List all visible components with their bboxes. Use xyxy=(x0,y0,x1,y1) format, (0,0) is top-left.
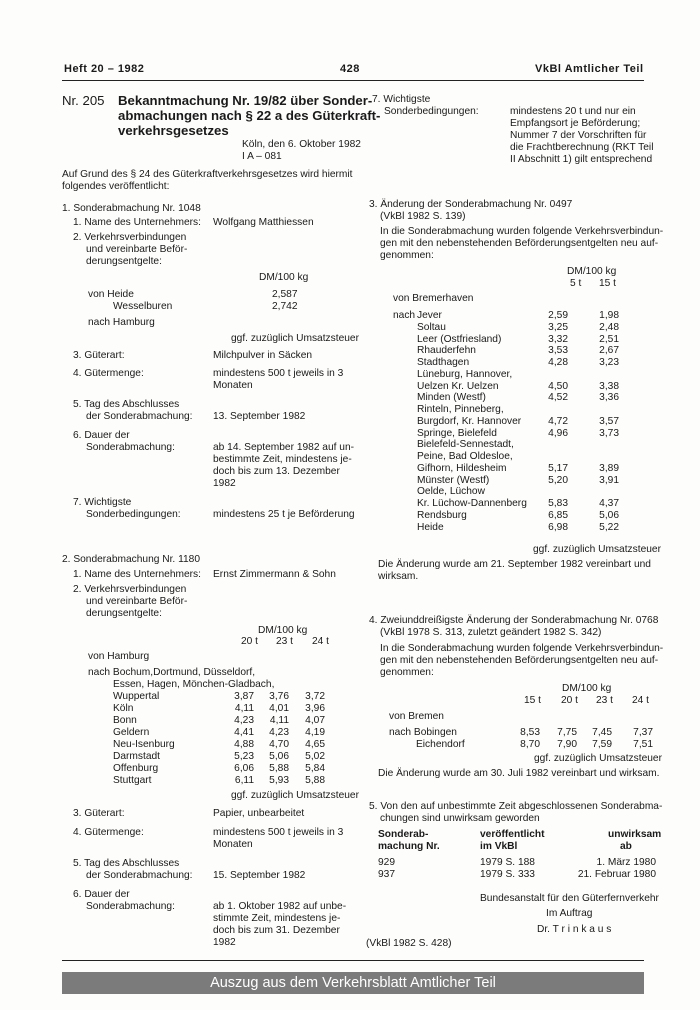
s3-city: Oelde, Lüchow xyxy=(417,486,485,498)
sa2-rate-value: 3,72 xyxy=(305,691,325,702)
sa2-v6b: stimmte Zeit, mindestens je- xyxy=(213,913,341,924)
sa2-rate-value: 3,76 xyxy=(269,691,289,702)
sa2-rate-value: 5,06 xyxy=(269,751,289,762)
sa1-v6b: bestimmte Zeit, mindestens je- xyxy=(213,454,352,465)
r7-v5: II Abschnitt 1) gilt entsprechend xyxy=(510,154,653,165)
s3-city: Jever xyxy=(417,310,442,321)
s3-note-2: wirksam. xyxy=(378,571,419,582)
s5-r2-ab: 21. Februar 1980 xyxy=(577,869,656,880)
sa1-v1: Wolfgang Matthiessen xyxy=(213,217,314,228)
sa2-rate-value: 4,23 xyxy=(269,727,289,738)
s3-city: Burgdorf, Kr. Hannover xyxy=(417,415,522,427)
sa1-nach: nach Hamburg xyxy=(88,317,155,328)
s3-rate-value: 3,32 xyxy=(548,333,568,345)
s3-rate-value: 2,51 xyxy=(599,333,619,345)
sa2-v6a: ab 1. Oktober 1982 auf unbe- xyxy=(213,901,347,912)
s4-col-1: 15 t xyxy=(524,695,541,706)
sa2-v6c: doch bis zum 31. Dezember xyxy=(213,925,340,936)
sa2-von: von Hamburg xyxy=(88,651,150,662)
s4-rate-value: 7,37 xyxy=(633,727,653,738)
sa2-col-1: 20 t xyxy=(241,636,258,647)
s3-intro-1: In die Sonderabmachung wurden folgende Verkehrsverbindun- xyxy=(380,226,664,237)
s3-rate-value: 3,25 xyxy=(548,321,568,333)
sa2-l2a: 2. Verkehrsverbindungen xyxy=(73,584,187,595)
s3-city: Rhauderfehn xyxy=(417,345,476,357)
sa1-v6d: 1982 xyxy=(213,478,236,489)
sa2-rate-value: 6,06 xyxy=(234,763,254,774)
s3-col-1: 5 t xyxy=(570,278,582,289)
sa2-v3: Papier, unbearbeitet xyxy=(213,808,305,819)
s4-unit: DM/100 kg xyxy=(562,683,612,694)
sa2-nach-2: Essen, Hagen, Mönchen-Gladbach, xyxy=(113,679,275,690)
s4-rate-value: 8,53 xyxy=(520,727,540,738)
sa1-v4b: Monaten xyxy=(213,380,253,391)
s4-intro-3: genommen: xyxy=(380,667,434,678)
s4-col-2: 20 t xyxy=(561,695,578,706)
sa1-heide-val: 2,587 xyxy=(272,289,298,300)
sa2-l1: 1. Name des Unternehmers: xyxy=(73,569,201,580)
s3-city: Rinteln, Pinneberg, xyxy=(417,404,504,415)
sa1-v7: mindestens 25 t je Beförderung xyxy=(213,509,355,520)
s4-title: 4. Zweiunddreißigste Änderung der Sonderabmachung Nr. 0768 xyxy=(369,615,659,626)
header-rule xyxy=(62,80,644,81)
s5-r1-pub: 1979 S. 188 xyxy=(480,857,535,868)
journal-label: VkBl Amtlicher Teil xyxy=(535,63,644,75)
sa2-rate-value: 4,70 xyxy=(269,739,289,750)
footer-rule xyxy=(62,960,644,961)
sa2-city: Offenburg xyxy=(113,763,159,774)
sa2-city: Wuppertal xyxy=(113,691,160,702)
s3-city: Kr. Lüchow-Dannenberg xyxy=(417,498,527,509)
sa1-l2a: 2. Verkehrsverbindungen xyxy=(73,232,187,243)
sa2-rate-value: 4,41 xyxy=(234,727,254,738)
s4-tax: ggf. zuzüglich Umsatzsteuer xyxy=(534,753,662,764)
sa2-city: Bonn xyxy=(113,715,137,726)
sa2-rate-value: 4,65 xyxy=(305,739,325,750)
s5-h2a: veröffentlicht xyxy=(480,829,545,840)
s3-rate-value: 2,59 xyxy=(548,310,568,321)
r7-label-2: Sonderbedingungen: xyxy=(384,106,479,117)
s4-note: Die Änderung wurde am 30. Juli 1982 vereinbart und wirksam. xyxy=(378,768,660,779)
sa2-v4a: mindestens 500 t jeweils in 3 xyxy=(213,827,344,838)
s3-intro-2: gen mit den nebenstehenden Beförderungsentgelten neu auf- xyxy=(380,238,659,249)
sa2-city: Stuttgart xyxy=(113,775,152,786)
intro-2: folgendes veröffentlicht: xyxy=(62,181,170,192)
sa1-l4: 4. Gütermenge: xyxy=(73,368,144,379)
r7-label-1: 7. Wichtigste xyxy=(372,94,431,105)
s3-rate-value: 5,22 xyxy=(599,521,619,533)
s4-intro-2: gen mit den nebenstehenden Beförderungsentgelten neu auf- xyxy=(380,655,659,666)
s3-rate-value: 2,48 xyxy=(599,321,619,333)
sa2-rate-value: 4,88 xyxy=(234,739,254,750)
sa2-l6a: 6. Dauer der xyxy=(73,889,130,900)
sa1-v4a: mindestens 500 t jeweils in 3 xyxy=(213,368,344,379)
sa1-l6a: 6. Dauer der xyxy=(73,430,130,441)
s3-rate-value: 3,89 xyxy=(599,462,619,474)
s5-r2-nr: 937 xyxy=(378,869,395,880)
signature-name: Dr. T r i n k a u s xyxy=(537,924,612,935)
source-ref: (VkBl 1982 S. 428) xyxy=(366,938,452,949)
s3-rate-value: 3,91 xyxy=(599,474,619,486)
sa1-unit: DM/100 kg xyxy=(259,272,309,283)
s3-rate-value: 3,53 xyxy=(548,345,568,357)
sa2-rate-value: 4,19 xyxy=(305,727,325,738)
r7-v2: Empfangsort je Beförderung; xyxy=(510,118,641,129)
issue-label: Heft 20 – 1982 xyxy=(64,63,145,75)
s3-rate-value: 3,23 xyxy=(599,357,619,368)
s3-rate-value: 4,96 xyxy=(548,427,568,439)
sa2-rate-value: 4,11 xyxy=(234,703,254,714)
s5-title-1: 5. Von den auf unbestimmte Zeit abgeschlossenen Sonderabma- xyxy=(369,801,663,812)
s3-note-1: Die Änderung wurde am 21. September 1982 vereinbart und xyxy=(378,559,651,570)
s4-von: von Bremen xyxy=(389,711,444,722)
sa2-l2c: derungsentgelte: xyxy=(86,608,162,619)
sa2-col-2: 23 t xyxy=(276,636,293,647)
sa1-tax: ggf. zuzüglich Umsatzsteuer xyxy=(231,333,359,344)
s3-col-2: 15 t xyxy=(599,278,616,289)
article-title-3: verkehrsgesetzes xyxy=(118,123,229,138)
sa1-wessel-val: 2,742 xyxy=(272,301,298,312)
sa1-v3: Milchpulver in Säcken xyxy=(213,350,313,361)
s3-city: Soltau xyxy=(417,321,446,333)
s4-rate-value: 7,75 xyxy=(557,727,577,738)
s3-rate-value: 6,85 xyxy=(548,509,568,521)
sa2-rate-value: 3,87 xyxy=(234,691,254,702)
s3-city: Leer (Ostfriesland) xyxy=(417,333,502,345)
article-title-1: Bekanntmachung Nr. 19/82 über Sonder- xyxy=(118,93,373,108)
s5-h1a: Sonderab- xyxy=(378,829,429,840)
s3-sub: (VkBl 1982 S. 139) xyxy=(380,211,466,222)
s5-title-2: chungen sind unwirksam geworden xyxy=(380,813,540,824)
s4-rate-value: 7,90 xyxy=(557,739,577,750)
r7-v3: Nummer 7 der Vorschriften für xyxy=(510,130,647,141)
sa1-l5b: der Sonderabmachung: xyxy=(86,411,193,422)
sa2-city: Neu-Isenburg xyxy=(113,739,175,750)
sa2-rate-value: 4,01 xyxy=(269,703,289,714)
sa2-l5a: 5. Tag des Abschlusses xyxy=(73,858,180,869)
s3-city: Münster (Westf) xyxy=(417,474,490,486)
s5-h1b: machung Nr. xyxy=(378,841,440,852)
footer-banner: Auszug aus dem Verkehrsblatt Amtlicher Teil xyxy=(62,972,644,994)
place-date: Köln, den 6. Oktober 1982 xyxy=(242,139,361,150)
s3-rate-value: 3,57 xyxy=(599,415,619,427)
r7-v1: mindestens 20 t und nur ein xyxy=(510,106,636,117)
s5-r1-nr: 929 xyxy=(378,857,395,868)
signature-org: Bundesanstalt für den Güterfernverkehr xyxy=(480,893,659,904)
s3-city: Lüneburg, Hannover, xyxy=(417,368,513,380)
sa2-l6b: Sonderabmachung: xyxy=(86,901,175,912)
sa1-l7b: Sonderbedingungen: xyxy=(86,509,181,520)
s3-city: Springe, Bielefeld xyxy=(417,427,497,439)
signature-auftrag: Im Auftrag xyxy=(546,908,593,919)
s3-rate-value: 4,50 xyxy=(548,380,568,392)
s3-title: 3. Änderung der Sonderabmachung Nr. 0497 xyxy=(369,199,573,210)
intro-1: Auf Grund des § 24 des Güterkraftverkehrsgesetzes wird hiermit xyxy=(62,169,353,180)
sa2-rate-value: 5,23 xyxy=(234,751,254,762)
s3-von: von Bremerhaven xyxy=(393,293,474,304)
sa1-v6c: doch bis zum 13. Dezember xyxy=(213,466,340,477)
sa2-l3: 3. Güterart: xyxy=(73,808,125,819)
s3-rate-value: 5,06 xyxy=(599,509,619,521)
page-number: 428 xyxy=(340,63,360,75)
s5-h3a: unwirksam xyxy=(608,829,662,840)
sa2-rate-value: 4,11 xyxy=(269,715,289,726)
sa2-city: Darmstadt xyxy=(113,751,160,762)
sa1-l6b: Sonderabmachung: xyxy=(86,442,175,453)
sa2-l4: 4. Gütermenge: xyxy=(73,827,144,838)
sa2-rate-value: 5,02 xyxy=(305,751,325,762)
s4-rate-value: 8,70 xyxy=(520,739,540,750)
s3-city: Heide xyxy=(417,521,444,533)
sa1-title: 1. Sonderabmachung Nr. 1048 xyxy=(62,203,201,214)
sa2-rate-value: 5,88 xyxy=(305,775,325,786)
s3-city: Uelzen Kr. Uelzen xyxy=(417,380,499,392)
sa1-von: von Heide xyxy=(88,289,134,300)
sa2-l5b: der Sonderabmachung: xyxy=(86,870,193,881)
s3-rate-value: 2,67 xyxy=(599,345,619,357)
sa2-rate-value: 5,88 xyxy=(269,763,289,774)
s3-rate-value: 1,98 xyxy=(599,310,619,321)
sa2-rate-value: 5,84 xyxy=(305,763,325,774)
sa1-l2b: und vereinbarte Beför- xyxy=(86,244,188,255)
sa2-nach-1: nach Bochum,Dortmund, Düsseldorf, xyxy=(88,667,256,678)
sa2-city: Köln xyxy=(113,703,134,714)
sa1-l5a: 5. Tag des Abschlusses xyxy=(73,399,180,410)
s4-sub: (VkBl 1978 S. 313, zuletzt geändert 1982 S. 342) xyxy=(380,627,602,638)
sa1-wessel: Wesselburen xyxy=(113,301,173,312)
sa2-unit: DM/100 kg xyxy=(258,625,308,636)
s4-destination: Eichendorf xyxy=(416,739,465,750)
s3-rate-value: 5,17 xyxy=(548,462,568,474)
sa1-v6a: ab 14. September 1982 auf un- xyxy=(213,442,355,453)
s3-city: Gifhorn, Hildesheim xyxy=(417,462,507,474)
sa2-rate-value: 4,23 xyxy=(234,715,254,726)
sa2-l2b: und vereinbarte Beför- xyxy=(86,596,188,607)
s3-city: Stadthagen xyxy=(417,357,470,368)
sa2-tax: ggf. zuzüglich Umsatzsteuer xyxy=(231,790,359,801)
s3-city: Rendsburg xyxy=(417,509,467,521)
s3-rate-value: 4,52 xyxy=(548,392,568,404)
sa1-l1: 1. Name des Unternehmers: xyxy=(73,217,201,228)
s4-rate-value: 7,51 xyxy=(633,739,653,750)
sa1-l7a: 7. Wichtigste xyxy=(73,497,132,508)
sa2-rate-value: 3,96 xyxy=(305,703,325,714)
sa2-rate-value: 5,93 xyxy=(269,775,289,786)
sa2-title: 2. Sonderabmachung Nr. 1180 xyxy=(62,554,201,565)
sa2-rate-value: 6,11 xyxy=(234,775,254,786)
s3-unit: DM/100 kg xyxy=(567,266,617,277)
article-title-2: abmachungen nach § 22 a des Güterkraft- xyxy=(118,108,381,123)
s3-nach: nach xyxy=(393,310,416,321)
sa2-v5: 15. September 1982 xyxy=(213,870,306,881)
s3-rate-value: 5,83 xyxy=(548,498,568,509)
s4-rate-value: 7,45 xyxy=(592,727,612,738)
sa2-v1: Ernst Zimmermann & Sohn xyxy=(213,569,336,580)
s4-rate-value: 7,59 xyxy=(592,739,612,750)
s3-city: Bielefeld-Sennestadt, xyxy=(417,439,514,451)
s5-h2b: im VkBl xyxy=(480,841,518,852)
s5-h3b: ab xyxy=(620,841,632,852)
s3-rate-value: 3,73 xyxy=(599,427,619,439)
s3-rate-value: 3,36 xyxy=(599,392,619,404)
s3-tax: ggf. zuzüglich Umsatzsteuer xyxy=(533,544,661,555)
s3-rate-value: 5,20 xyxy=(548,474,568,486)
s5-r2-pub: 1979 S. 333 xyxy=(480,869,535,880)
sa2-city: Geldern xyxy=(113,727,150,738)
s4-col-3: 23 t xyxy=(596,695,613,706)
s4-intro-1: In die Sonderabmachung wurden folgende Verkehrsverbindun- xyxy=(380,643,664,654)
r7-v4: die Frachtberechnung (RKT Teil xyxy=(510,142,654,153)
s3-rate-value: 3,38 xyxy=(599,380,619,392)
article-number: Nr. 205 xyxy=(62,93,105,108)
s3-rate-value: 4,37 xyxy=(599,498,619,509)
sa1-l3: 3. Güterart: xyxy=(73,350,125,361)
s3-city: Peine, Bad Oldesloe, xyxy=(417,451,513,462)
s4-col-4: 24 t xyxy=(632,695,649,706)
s3-rate-value: 4,72 xyxy=(548,415,568,427)
s5-r1-ab: 1. März 1980 xyxy=(596,857,656,868)
sa1-v5: 13. September 1982 xyxy=(213,411,306,422)
s3-rate-value: 6,98 xyxy=(548,521,568,533)
reference: I A – 081 xyxy=(242,151,282,162)
sa2-rate-value: 4,07 xyxy=(305,715,325,726)
sa2-v6d: 1982 xyxy=(213,937,236,948)
s3-intro-3: genommen: xyxy=(380,250,434,261)
sa1-l2c: derungsentgelte: xyxy=(86,256,162,267)
sa2-col-3: 24 t xyxy=(312,636,329,647)
s3-city: Minden (Westf) xyxy=(417,392,486,404)
sa2-v4b: Monaten xyxy=(213,839,253,850)
s4-destination: nach Bobingen xyxy=(389,727,457,738)
s3-rate-value: 4,28 xyxy=(548,357,568,368)
